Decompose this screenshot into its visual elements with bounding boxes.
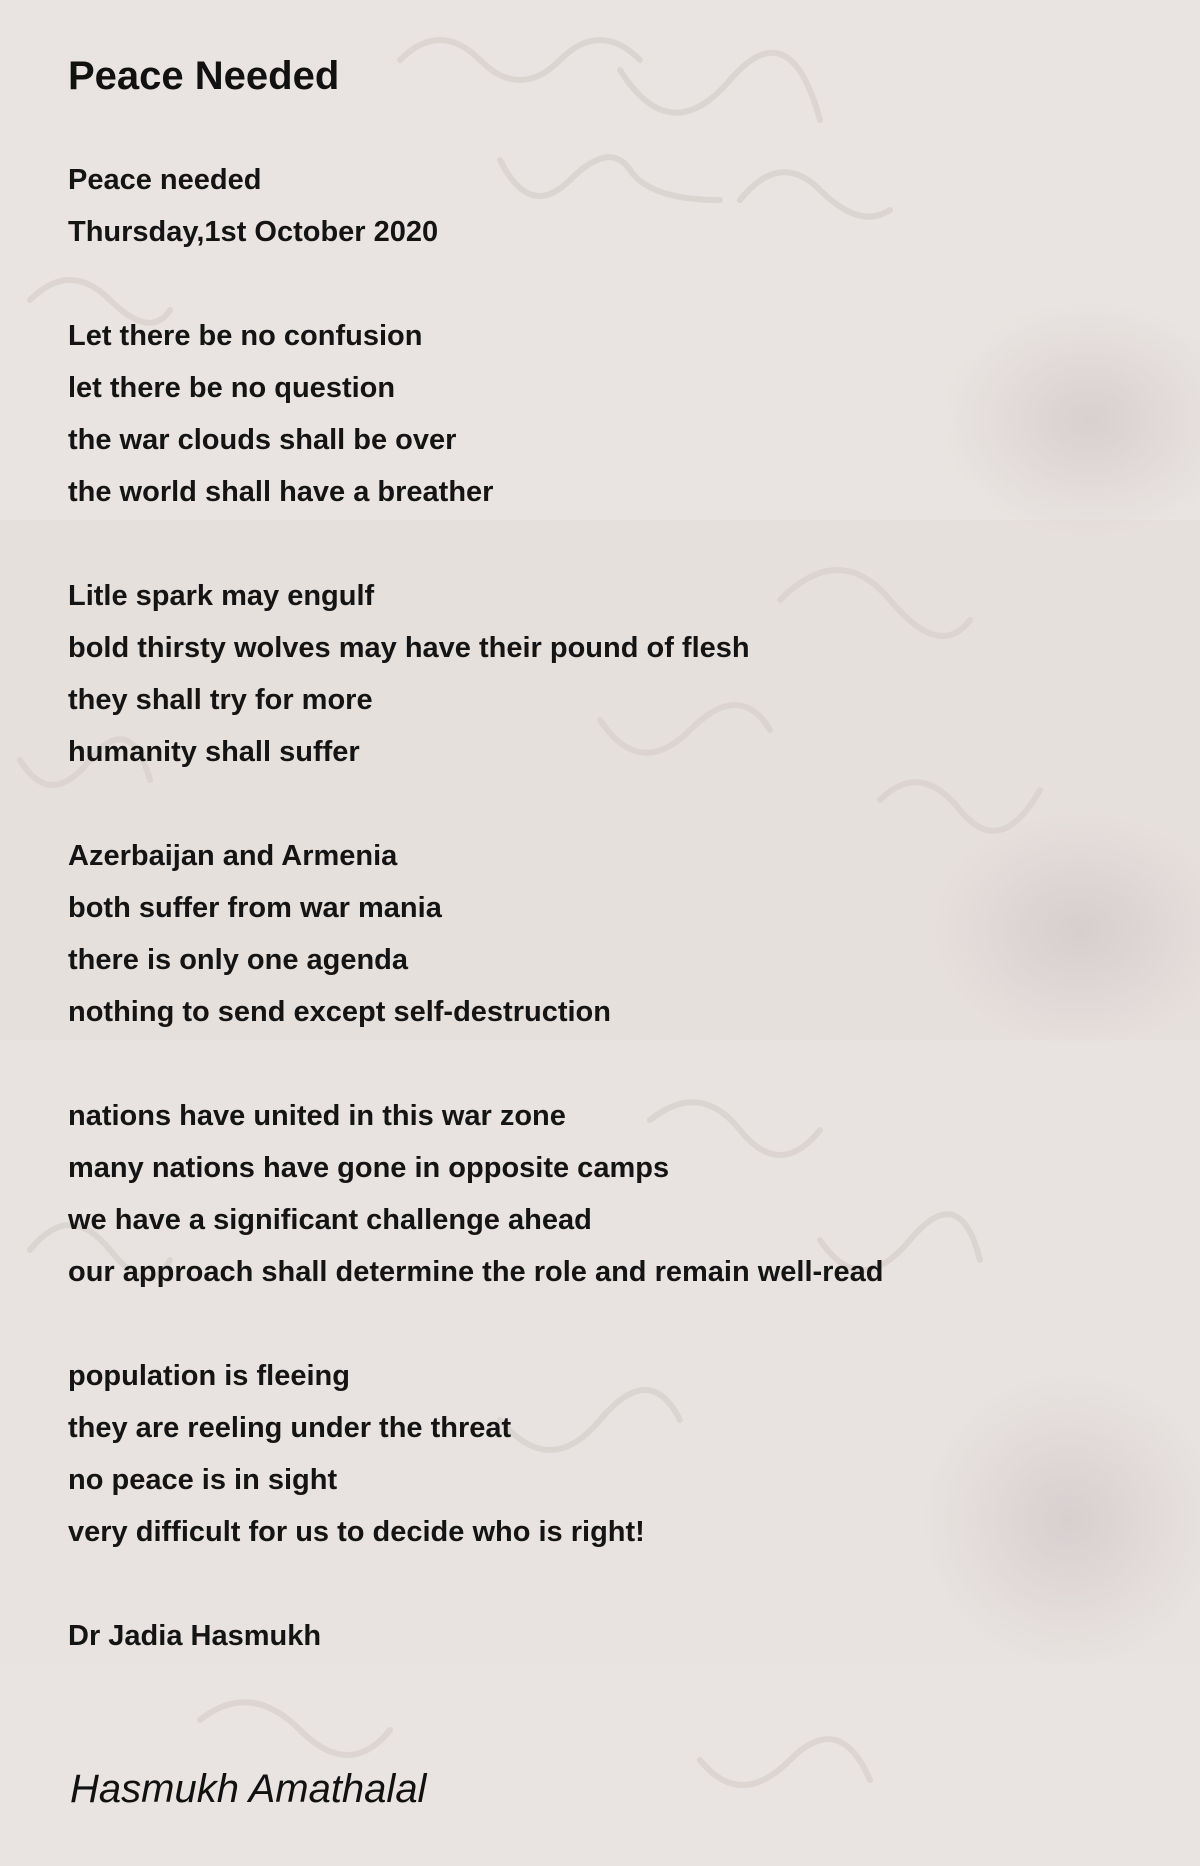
poem-line: they are reeling under the threat bbox=[68, 1412, 512, 1444]
poem-line: many nations have gone in opposite camps bbox=[68, 1152, 670, 1184]
poem-line bbox=[68, 518, 1148, 570]
poem-line bbox=[68, 1038, 1148, 1090]
poem-body bbox=[68, 154, 1148, 1662]
poem-line: nothing to send except self-destruction bbox=[68, 996, 611, 1028]
poem-line: let there be no question bbox=[68, 372, 396, 404]
poem-line: our approach shall determine the role and remain well-read bbox=[68, 1256, 884, 1288]
poem-line: Litle spark may engulf bbox=[68, 580, 375, 612]
poem-line bbox=[68, 1558, 1148, 1610]
poem-line: there is only one agenda bbox=[68, 944, 409, 976]
poem-line: population is fleeing bbox=[68, 1360, 350, 1392]
poem-line: nations have united in this war zone bbox=[68, 1100, 566, 1132]
poem-line bbox=[68, 258, 1148, 310]
poem-line: Azerbaijan and Armenia bbox=[68, 840, 398, 872]
poem-line: no peace is in sight bbox=[68, 1464, 338, 1496]
poem-line: both suffer from war mania bbox=[68, 892, 442, 924]
poem-line: bold thirsty wolves may have their pound of flesh bbox=[68, 632, 750, 664]
poem-line: Thursday,1st October 2020 bbox=[68, 216, 439, 248]
poem-line: very difficult for us to decide who is right! bbox=[68, 1516, 645, 1548]
poem-line: Peace needed bbox=[68, 164, 262, 196]
poem-line: the war clouds shall be over bbox=[68, 424, 457, 456]
poem-line bbox=[68, 778, 1148, 830]
poem-dedication: Dr Jadia Hasmukh bbox=[68, 1620, 322, 1652]
poem-line: humanity shall suffer bbox=[68, 736, 360, 768]
poem-line bbox=[68, 1298, 1148, 1350]
poem-line: we have a significant challenge ahead bbox=[68, 1204, 592, 1236]
poem-line: Let there be no confusion bbox=[68, 320, 423, 352]
poem-line: the world shall have a breather bbox=[68, 476, 494, 508]
poem-title: Peace Needed bbox=[68, 54, 340, 98]
poem-line: they shall try for more bbox=[68, 684, 373, 716]
author-signature: Hasmukh Amathalal bbox=[70, 1767, 427, 1811]
